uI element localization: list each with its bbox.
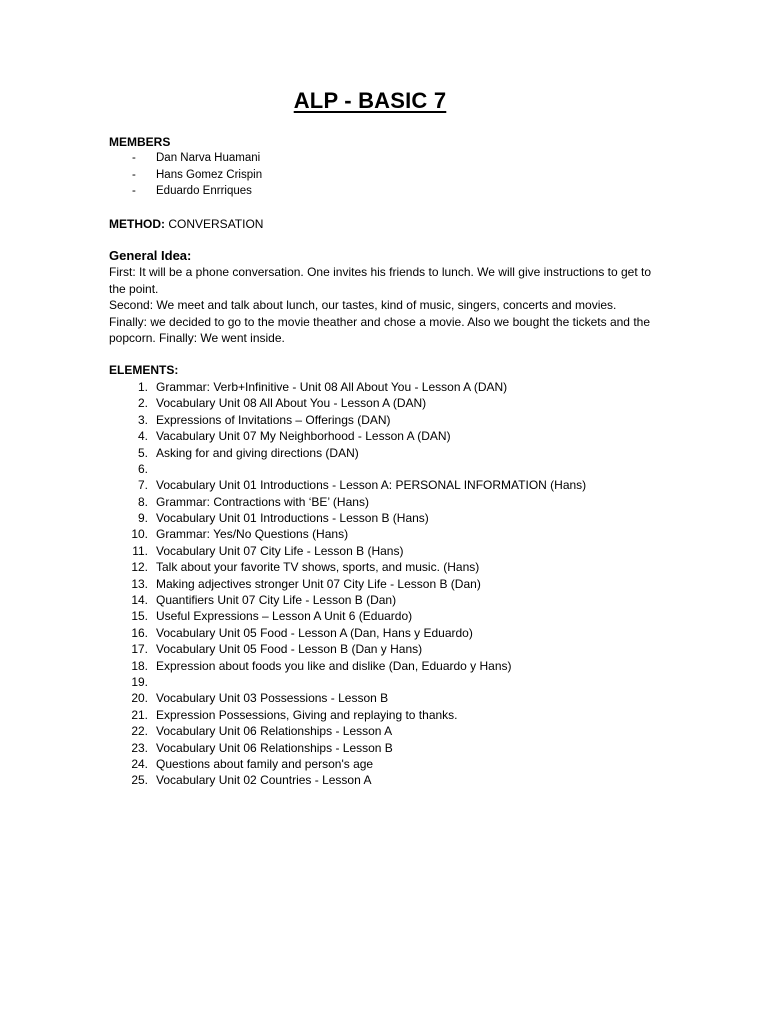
method-label: METHOD: <box>109 216 165 231</box>
element-item <box>109 445 669 461</box>
element-number: 23. <box>131 740 148 755</box>
document-body <box>109 134 669 789</box>
member-item <box>109 150 669 166</box>
element-item <box>109 428 669 444</box>
element-number: 9. <box>137 511 148 526</box>
element-item <box>109 592 669 608</box>
element-text: Vocabulary Unit 05 Food - Lesson A (Dan, Hans y Eduardo) <box>156 625 473 640</box>
element-item <box>109 772 669 788</box>
members-list <box>109 150 669 199</box>
member-item <box>109 183 669 199</box>
spacer <box>109 200 669 216</box>
element-number: 8. <box>137 494 148 509</box>
element-item <box>109 690 669 706</box>
member-name: Hans Gomez Crispin <box>156 168 263 181</box>
element-number: 24. <box>131 757 148 771</box>
element-item <box>109 477 669 493</box>
element-text: Vocabulary Unit 05 Food - Lesson B (Dan y Hans) <box>156 642 423 657</box>
general-idea-first: First: It will be a phone conversation. One invites his friends to lunch. We will give instructions to get to the point. <box>109 265 652 296</box>
element-item <box>109 526 669 542</box>
element-item <box>109 707 669 723</box>
element-number: 11. <box>132 543 148 558</box>
element-item <box>109 674 669 690</box>
member-name: Eduardo Enrriques <box>156 185 252 198</box>
element-text: Vocabulary Unit 08 All About You - Lesson A (DAN) <box>156 396 427 411</box>
element-item <box>109 510 669 526</box>
element-item <box>109 625 669 641</box>
element-number: 16. <box>131 625 148 640</box>
element-number: 20. <box>131 691 148 706</box>
element-text: Vocabulary Unit 07 City Life - Lesson B (Hans) <box>156 543 404 558</box>
member-name: Dan Narva Huamani <box>156 152 261 165</box>
spacer <box>109 346 669 362</box>
element-text: Useful Expressions – Lesson A Unit 6 (Eduardo) <box>156 609 413 624</box>
element-item <box>109 756 669 772</box>
element-item <box>109 543 669 559</box>
element-number: 5. <box>137 445 148 460</box>
member-item <box>109 167 669 183</box>
element-number: 25. <box>131 773 148 788</box>
element-text: Vocabulary Unit 06 Relationships - Lesson B <box>156 740 393 755</box>
element-text: Vocabulary Unit 02 Countries - Lesson A <box>156 773 372 788</box>
spacer <box>109 232 669 248</box>
element-text: Talk about your favorite TV shows, sports, and music. (Hans) <box>156 560 480 575</box>
element-text: Vocabulary Unit 01 Introductions - Lesson B (Hans) <box>156 511 429 526</box>
element-number: 17. <box>131 642 148 657</box>
element-text: Questions about family and person's age <box>156 757 374 771</box>
element-number: 12. <box>131 560 148 575</box>
element-item <box>109 379 669 395</box>
element-item <box>109 412 669 428</box>
element-item <box>109 494 669 510</box>
element-text: Expressions of Invitations – Offerings (DAN) <box>156 412 391 427</box>
element-item <box>109 723 669 739</box>
list-dash: - <box>132 185 136 198</box>
element-text: Grammar: Yes/No Questions (Hans) <box>156 527 349 542</box>
element-text: Grammar: Verb+Infinitive - Unit 08 All About You - Lesson A (DAN) <box>156 379 508 394</box>
element-text: Vocabulary Unit 06 Relationships - Lesson A <box>156 724 393 739</box>
element-item <box>109 559 669 575</box>
element-text: Vocabulary Unit 03 Possessions - Lesson B <box>156 691 389 706</box>
element-number: 19. <box>131 675 148 690</box>
element-item <box>109 576 669 592</box>
element-number: 6. <box>137 461 148 476</box>
method-value: CONVERSATION <box>168 216 264 231</box>
element-number: 3. <box>137 412 148 427</box>
element-number: 15. <box>131 609 148 624</box>
element-item <box>109 641 669 657</box>
element-number: 14. <box>131 593 148 608</box>
element-number: 7. <box>137 478 148 493</box>
elements-heading: ELEMENTS: <box>109 363 179 378</box>
document-title: ALP - BASIC 7 <box>293 88 447 113</box>
elements-list <box>109 379 669 789</box>
element-text: Expression about foods you like and dislike (Dan, Eduardo y Hans) <box>156 658 512 673</box>
element-text: Quantifiers Unit 07 City Life - Lesson B (Dan) <box>156 593 397 608</box>
element-item <box>109 608 669 624</box>
element-item <box>109 740 669 756</box>
element-text: Making adjectives stronger Unit 07 City Life - Lesson B (Dan) <box>156 576 481 591</box>
general-idea-heading: General Idea: <box>109 248 192 264</box>
element-text: Asking for and giving directions (DAN) <box>156 445 359 460</box>
members-heading: MEMBERS <box>109 135 171 149</box>
element-text: Grammar: Contractions with ‘BE’ (Hans) <box>156 494 369 509</box>
element-number: 10. <box>131 527 148 542</box>
element-text: Vacabulary Unit 07 My Neighborhood - Lesson A (DAN) <box>156 429 451 444</box>
element-number: 18. <box>131 658 148 673</box>
element-number: 4. <box>137 429 148 444</box>
element-number: 22. <box>131 724 148 739</box>
list-dash: - <box>132 168 136 181</box>
element-item <box>109 461 669 477</box>
general-idea-second: Second: We meet and talk about lunch, our tastes, kind of music, singers, concerts and movies. <box>109 298 617 313</box>
element-text: Vocabulary Unit 01 Introductions - Lesson A: PERSONAL INFORMATION (Hans) <box>156 478 587 493</box>
element-item <box>109 395 669 411</box>
element-number: 1. <box>137 379 148 394</box>
element-number: 2. <box>137 396 148 411</box>
general-idea-finally: Finally: we decided to go to the movie theather and chose a movie. Also we bought the tickets and the popcorn. Finally: We went inside. <box>109 314 650 346</box>
list-dash: - <box>132 152 136 165</box>
element-number: 21. <box>131 707 148 722</box>
element-number: 13. <box>131 576 148 591</box>
method-row <box>109 216 669 232</box>
element-item <box>109 658 669 674</box>
element-text: Expression Possessions, Giving and replaying to thanks. <box>156 707 458 722</box>
